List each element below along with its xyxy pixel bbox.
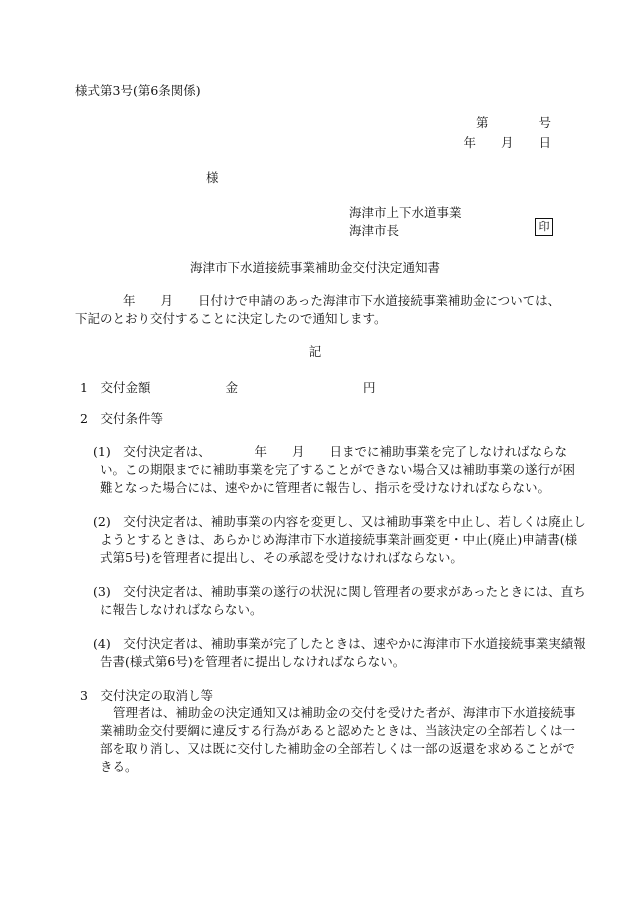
ki-heading: 記 (308, 344, 322, 359)
condition-4-line-2: 告書(様式第6号)を管理者に提出しなければならない。 (100, 654, 406, 669)
document-number: 第 号 (475, 115, 551, 130)
document-date: 年 月 日 (463, 135, 551, 150)
condition-1-line-3: 難となった場合には、速やかに管理者に報告し、指示を受けなければならない。 (100, 480, 551, 495)
condition-1-line-2: い。この期限までに補助事業を完了することができない場合又は補助事業の遂行が困 (100, 462, 576, 477)
issuer-organization: 海津市上下水道事業 (349, 205, 462, 220)
section-3-body-line-1: 管理者は、補助金の決定通知又は補助金の交付を受けた者が、海津市下水道接続事 (113, 705, 576, 720)
section-1-grant-amount: 1 交付金額 金 円 (80, 380, 376, 395)
section-3-body-line-3: 部を取り消し、又は既に交付した補助金の全部若しくは一部の返還を求めることがで (100, 741, 576, 756)
seal-mark: 印 (535, 218, 553, 236)
condition-3-line-2: に報告しなければならない。 (100, 602, 263, 617)
document-title: 海津市下水道接続事業補助金交付決定通知書 (189, 260, 440, 275)
condition-2-line-1: (2) 交付決定者は、補助事業の内容を変更し、又は補助事業を中止し、若しくは廃止し (93, 514, 586, 529)
intro-line-2: 下記のとおり交付することに決定したので通知します。 (75, 311, 387, 326)
section-2-heading: 2 交付条件等 (80, 411, 163, 426)
form-number: 様式第3号(第6条関係) (75, 83, 201, 98)
section-3-body-line-4: きる。 (100, 759, 138, 774)
issuer-head: 海津市長 (349, 223, 400, 238)
condition-4-line-1: (4) 交付決定者は、補助事業が完了したときは、速やかに海津市下水道接続事業実績報 (93, 636, 586, 651)
section-3-body-line-2: 業補助金交付要綱に違反する行為があると認めたときは、当該決定の全部若しくは一 (100, 723, 576, 738)
condition-3-line-1: (3) 交付決定者は、補助事業の遂行の状況に関し管理者の要求があったときには、直ち (93, 584, 586, 599)
condition-2-line-2: ようとするときは、あらかじめ海津市下水道接続事業計画変更・中止(廃止)申請書(様 (100, 532, 578, 547)
condition-2-line-3: 式第5号)を管理者に提出し、その承認を受けなければならない。 (100, 550, 463, 565)
condition-1-line-1: (1) 交付決定者は、 年 月 日までに補助事業を完了しなければならな (93, 444, 567, 459)
addressee: 様 (206, 170, 219, 185)
intro-line-1: 年 月 日付けで申請のあった海津市下水道接続事業補助金については、 (123, 293, 561, 308)
section-3-heading: 3 交付決定の取消し等 (80, 688, 213, 703)
